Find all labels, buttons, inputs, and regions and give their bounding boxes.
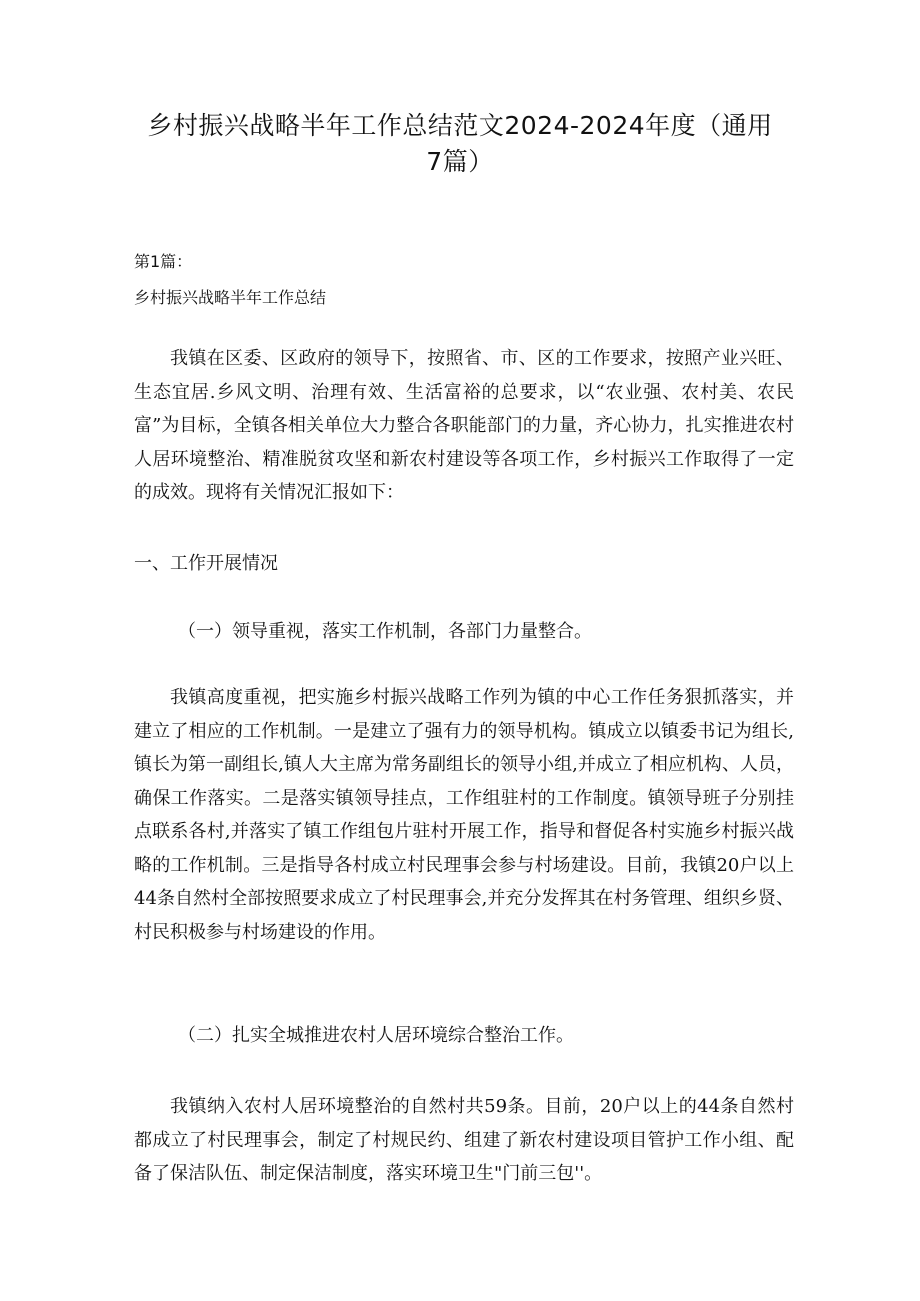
document-title bbox=[130, 108, 790, 180]
paragraph-2: 我镇纳入农村人居环境整治的自然村共59条。目前，20户以上的44条自然村都成立了村民理事会，制定了村规民约、组建了新农村建设项目管护工作小组、配备了保洁队伍、制定保洁制度，落实环境卫生"门前三包''。 bbox=[134, 1096, 794, 1184]
paragraph-1: 我镇高度重视，把实施乡村振兴战略工作列为镇的中心工作任务狠抓落实，并建立了相应的工作机制。一是建立了强有力的领导机构。镇成立以镇委书记为组长,镇长为第一副组长,镇人大主席为常务副组长的领导小组,并成立了相应机构、人员，确保工作落实。二是落实镇领导挂点，工作组驻村的工作制度。镇领导班子分别挂点联系各村,并落实了镇工作组包片驻村开展工作，指导和督促各村实施乡村振兴战略的工作机制。三是指导各村成立村民理事会参与村场建设。目前，我镇20户以上44条自然村全部按照要求成立了村民理事会,并充分发挥其在村务管理、组织乡贤、村民积极参与村场建设的作用。 bbox=[134, 687, 794, 943]
subheading-1: （一）领导重视，落实工作机制，各部门力量整合。 bbox=[178, 621, 592, 642]
subheading-2: （二）扎实全城推进农村人居环境综合整治工作。 bbox=[178, 1025, 574, 1046]
section-heading: 一、工作开展情况 bbox=[134, 553, 278, 574]
section-subtitle: 乡村振兴战略半年工作总结 bbox=[134, 288, 327, 307]
section-label: 第1篇： bbox=[134, 252, 193, 271]
intro-paragraph: 我镇在区委、区政府的领导下，按照省、市、区的工作要求，按照产业兴旺、生态宜居.乡风文明、治理有效、生活富裕的总要求，以“农业强、农村美、农民富”为目标，全镇各相关单位大力整合各职能部门的力量，齐心协力，扎实推进农村人居环境整治、精准脱贫攻坚和新农村建设等各项工作，乡村振兴工作取得了一定的成效。现将有关情况汇报如下： bbox=[134, 348, 794, 503]
title-line-1: 乡村振兴战略半年工作总结范文2024-2024年度（通用 bbox=[147, 111, 773, 140]
title-line-2: 7篇） bbox=[426, 147, 494, 176]
